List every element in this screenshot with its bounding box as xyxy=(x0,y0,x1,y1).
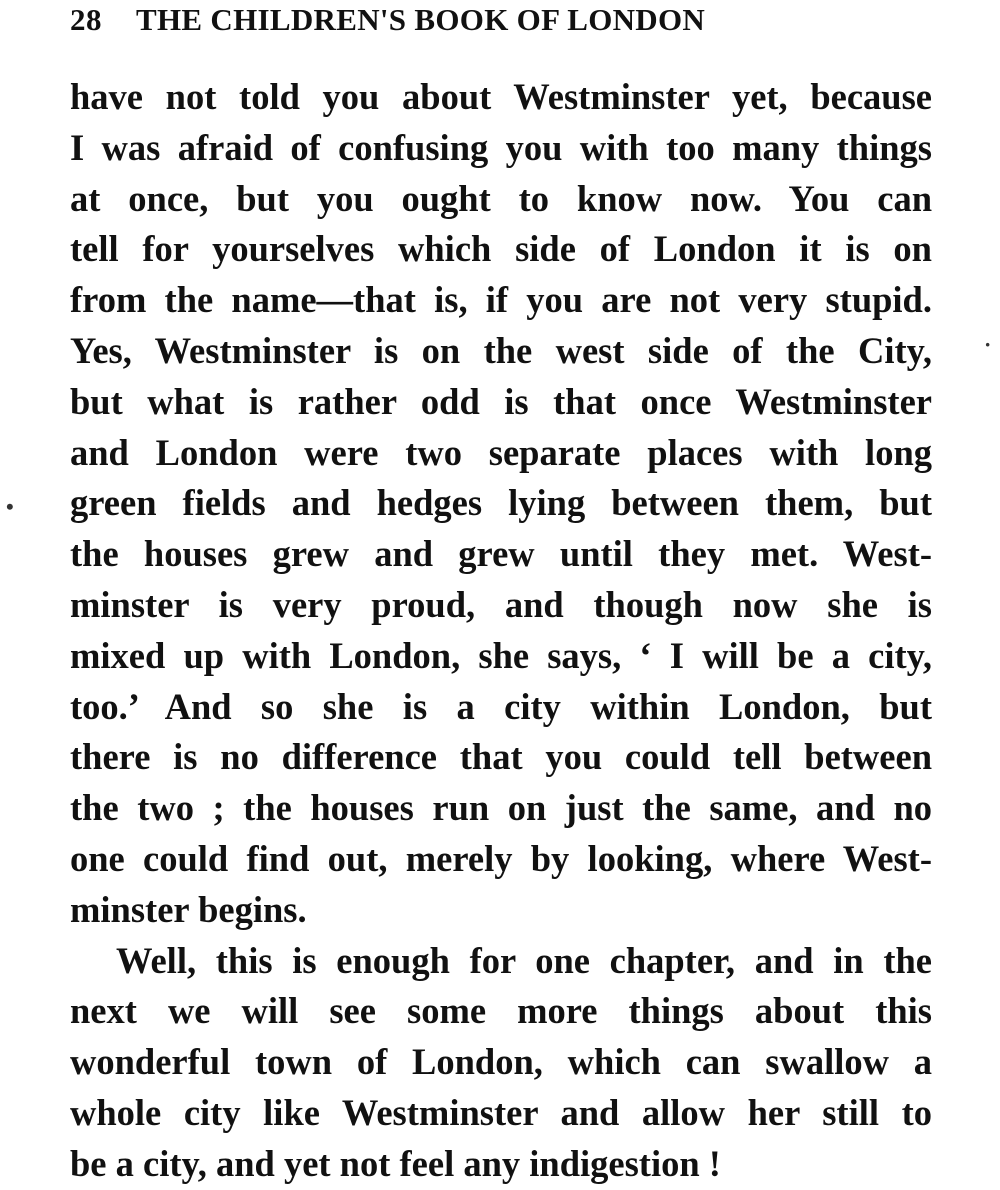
page-body xyxy=(70,72,932,1190)
text-line: Well, this is enough for one chapter, and in the xyxy=(116,939,932,981)
text-line: I was afraid of confusing you with too many things xyxy=(70,126,932,168)
text-line: whole city like Westminster and allow her still to xyxy=(70,1091,932,1133)
text-line: and London were two separate places with long xyxy=(70,431,932,473)
paragraph-2 xyxy=(70,936,932,1190)
text-line: the two ; the houses run on just the same, and no xyxy=(70,787,932,829)
text-line: minster begins. xyxy=(70,888,307,930)
text-line: next we will see some more things about this xyxy=(70,990,932,1032)
text-line: have not told you about Westminster yet, because xyxy=(70,76,932,117)
page-number: 28 xyxy=(70,2,102,37)
text-line: too.’ And so she is a city within London, but xyxy=(70,685,932,727)
text-line: one could find out, merely by looking, where West- xyxy=(70,837,932,879)
running-title: THE CHILDREN'S BOOK OF LONDON xyxy=(136,2,706,37)
text-line: there is no difference that you could tell between xyxy=(70,736,932,778)
text-line: wonderful town of London, which can swallow a xyxy=(70,1041,932,1083)
margin-dot-left: • xyxy=(6,494,14,519)
text-line: the houses grew and grew until they met. West- xyxy=(70,533,932,575)
text-line: minster is very proud, and though now she is xyxy=(70,583,932,625)
margin-dot-right: · xyxy=(984,332,992,357)
text-line: Yes, Westminster is on the west side of the City, xyxy=(70,329,932,371)
text-line: but what is rather odd is that once Westminster xyxy=(70,380,932,422)
text-line: be a city, and yet not feel any indigestion ! xyxy=(70,1142,721,1184)
text-line: tell for yourselves which side of London it is on xyxy=(70,228,932,270)
text-line: from the name—that is, if you are not very stupid. xyxy=(70,279,932,321)
text-line: at once, but you ought to know now. You can xyxy=(70,177,932,219)
paragraph-1 xyxy=(70,72,932,936)
page-header xyxy=(70,2,940,42)
text-line: green fields and hedges lying between them, but xyxy=(70,482,932,524)
text-line: mixed up with London, she says, ‘ I will be a city, xyxy=(70,634,932,676)
